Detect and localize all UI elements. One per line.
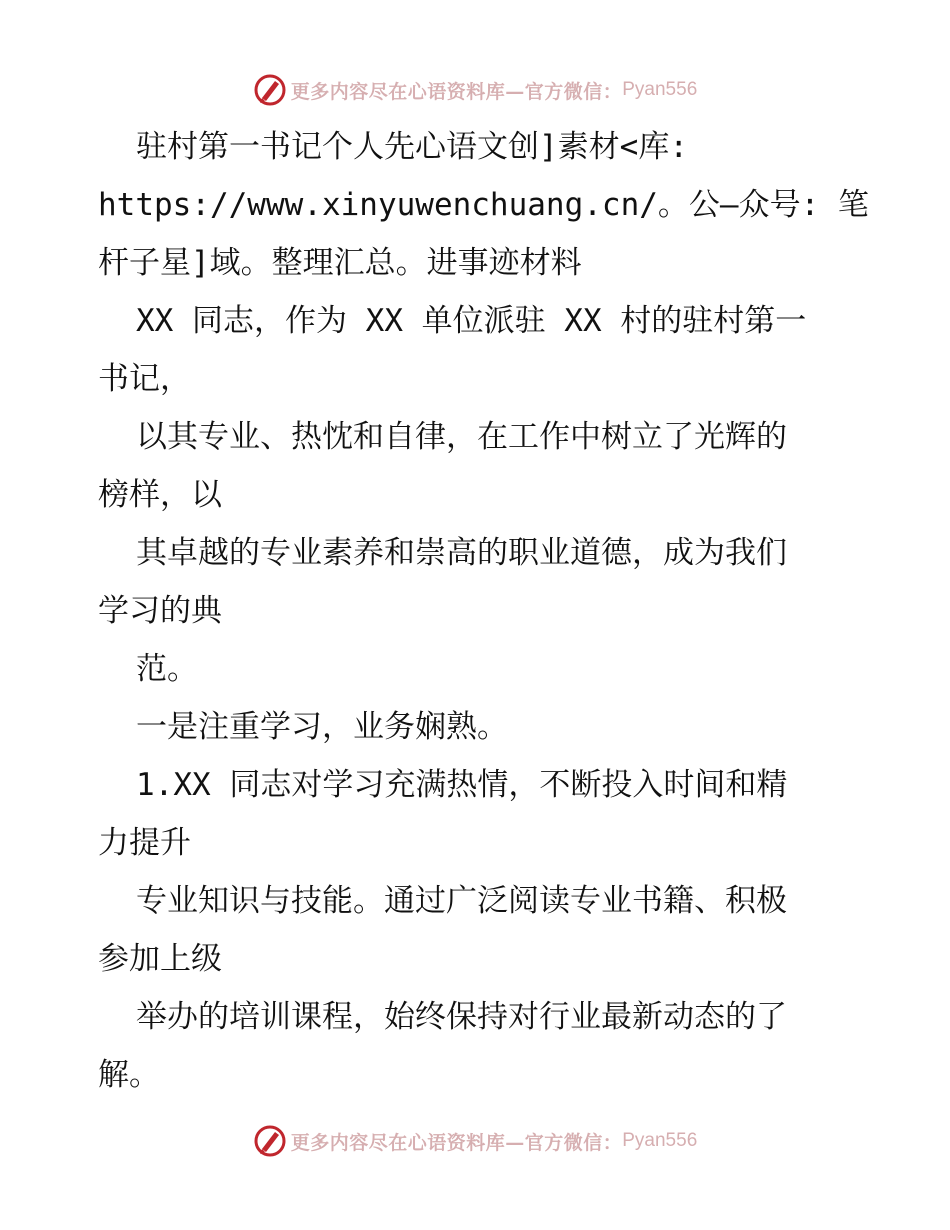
text-line: XX 同志，作为 XX 单位派驻 XX 村的驻村第一 bbox=[136, 303, 807, 339]
text-line: 杆子星]域。整理汇总。进事迹材料 bbox=[98, 245, 582, 281]
red-pen-circle-icon bbox=[253, 73, 287, 107]
text-line: 举办的培训课程，始终保持对行业最新动态的了 bbox=[136, 999, 787, 1035]
text-line: 其卓越的专业素养和崇高的职业道德，成为我们 bbox=[136, 535, 787, 571]
text-line: 学习的典 bbox=[98, 593, 222, 629]
text-line: 参加上级 bbox=[98, 941, 222, 977]
text-line: 一是注重学习，业务娴熟。 bbox=[136, 709, 508, 745]
banner-contact: Pyan556 bbox=[622, 79, 698, 100]
footer-banner bbox=[0, 1119, 950, 1163]
banner-contact: Pyan556 bbox=[622, 1130, 698, 1151]
text-line: 1.XX 同志对学习充满热情，不断投入时间和精 bbox=[136, 767, 788, 803]
text-line: 书记， bbox=[98, 361, 191, 397]
text-line: 榜样，以 bbox=[98, 477, 222, 513]
text-line: 范。 bbox=[136, 651, 198, 687]
document-body bbox=[98, 118, 869, 1104]
text-line: 力提升 bbox=[98, 825, 191, 861]
text-line: 驻村第一书记个人先心语文创]素材<库: bbox=[136, 129, 688, 165]
header-banner bbox=[0, 68, 950, 112]
banner-text: 更多内容尽在心语资料库—官方微信： bbox=[290, 80, 623, 103]
text-line: 以其专业、热忱和自律，在工作中树立了光辉的 bbox=[136, 419, 787, 455]
text-line: https://www.xinyuwenchuang.cn/。公—众号: 笔 bbox=[98, 187, 869, 223]
banner-text: 更多内容尽在心语资料库—官方微信： bbox=[290, 1131, 623, 1154]
text-line: 解。 bbox=[98, 1057, 160, 1093]
text-line: 专业知识与技能。通过广泛阅读专业书籍、积极 bbox=[136, 883, 787, 919]
red-pen-circle-icon bbox=[253, 1124, 287, 1158]
